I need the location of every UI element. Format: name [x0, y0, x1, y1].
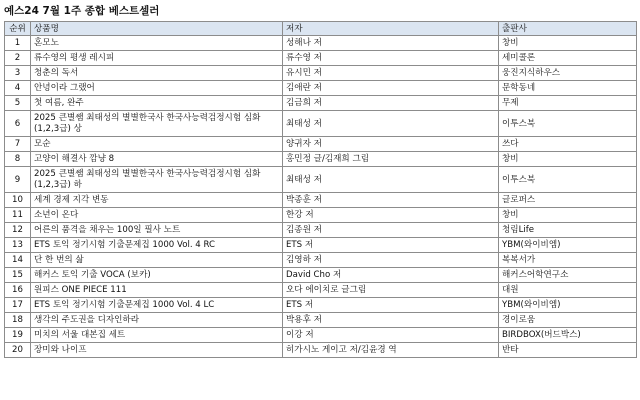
rank-cell: 20: [5, 343, 31, 358]
author-cell: 최태성 저: [283, 167, 499, 193]
rank-cell: 7: [5, 137, 31, 152]
product-cell: 장미와 나이프: [31, 343, 283, 358]
bestseller-table: [4, 21, 637, 358]
product-cell: 단 한 번의 삶: [31, 253, 283, 268]
table-row: [5, 298, 637, 313]
product-cell: 안녕이라 그랬어: [31, 81, 283, 96]
author-cell: ETS 저: [283, 238, 499, 253]
rank-cell: 10: [5, 193, 31, 208]
product-cell: 생각의 주도권을 디자인하라: [31, 313, 283, 328]
product-cell: 어른의 품격을 채우는 100일 필사 노트: [31, 223, 283, 238]
table-header-row: [5, 22, 637, 36]
table-row: [5, 313, 637, 328]
author-cell: 김종원 저: [283, 223, 499, 238]
publisher-cell: 웅진지식하우스: [499, 66, 637, 81]
rank-cell: 11: [5, 208, 31, 223]
publisher-cell: 이투스북: [499, 167, 637, 193]
author-cell: 박종훈 저: [283, 193, 499, 208]
publisher-cell: 창비: [499, 208, 637, 223]
table-row: [5, 253, 637, 268]
publisher-cell: 반타: [499, 343, 637, 358]
table-row: [5, 193, 637, 208]
product-cell: ETS 토익 정기시험 기출문제집 1000 Vol. 4 RC: [31, 238, 283, 253]
rank-cell: 3: [5, 66, 31, 81]
publisher-cell: 세미콜론: [499, 51, 637, 66]
product-cell: ETS 토익 정기시험 기출문제집 1000 Vol. 4 LC: [31, 298, 283, 313]
rank-cell: 14: [5, 253, 31, 268]
table-row: [5, 328, 637, 343]
product-cell: 소년이 온다: [31, 208, 283, 223]
header-author: 저자: [283, 22, 499, 36]
table-row: [5, 137, 637, 152]
rank-cell: 12: [5, 223, 31, 238]
rank-cell: 17: [5, 298, 31, 313]
product-cell: 미치의 서울 대본집 세트: [31, 328, 283, 343]
rank-cell: 2: [5, 51, 31, 66]
author-cell: 이강 저: [283, 328, 499, 343]
rank-cell: 4: [5, 81, 31, 96]
table-row: [5, 167, 637, 193]
author-cell: 류수영 저: [283, 51, 499, 66]
rank-cell: 16: [5, 283, 31, 298]
table-row: [5, 268, 637, 283]
author-cell: 박용후 저: [283, 313, 499, 328]
author-cell: 최태성 저: [283, 111, 499, 137]
product-cell: 2025 큰별쌤 최태성의 별별한국사 한국사능력검정시험 심화(1,2,3급) 하: [31, 167, 283, 193]
table-row: [5, 111, 637, 137]
table-row: [5, 223, 637, 238]
publisher-cell: 무제: [499, 96, 637, 111]
rank-cell: 8: [5, 152, 31, 167]
table-row: [5, 238, 637, 253]
author-cell: 양귀자 저: [283, 137, 499, 152]
table-row: [5, 66, 637, 81]
author-cell: 김애란 저: [283, 81, 499, 96]
table-row: [5, 152, 637, 167]
author-cell: 김영하 저: [283, 253, 499, 268]
table-row: [5, 343, 637, 358]
product-cell: 첫 여름, 완주: [31, 96, 283, 111]
author-cell: ETS 저: [283, 298, 499, 313]
publisher-cell: YBM(와이비엠): [499, 238, 637, 253]
table-row: [5, 51, 637, 66]
author-cell: 오다 에이치로 글그림: [283, 283, 499, 298]
rank-cell: 6: [5, 111, 31, 137]
author-cell: 홍민정 글/김재희 그림: [283, 152, 499, 167]
rank-cell: 19: [5, 328, 31, 343]
table-row: [5, 208, 637, 223]
rank-cell: 18: [5, 313, 31, 328]
product-cell: 류수영의 평생 레시피: [31, 51, 283, 66]
header-publisher: 출판사: [499, 22, 637, 36]
publisher-cell: 복복서가: [499, 253, 637, 268]
table-row: [5, 283, 637, 298]
product-cell: 모순: [31, 137, 283, 152]
author-cell: 유시민 저: [283, 66, 499, 81]
publisher-cell: 창비: [499, 152, 637, 167]
publisher-cell: 해커스어학연구소: [499, 268, 637, 283]
product-cell: 2025 큰별쌤 최태성의 별별한국사 한국사능력검정시험 심화(1,2,3급) 상: [31, 111, 283, 137]
publisher-cell: YBM(와이비엠): [499, 298, 637, 313]
author-cell: 한강 저: [283, 208, 499, 223]
product-cell: 고양이 해결사 깜냥 8: [31, 152, 283, 167]
author-cell: 김금희 저: [283, 96, 499, 111]
publisher-cell: 대원: [499, 283, 637, 298]
product-cell: 해커스 토익 기출 VOCA (보카): [31, 268, 283, 283]
rank-cell: 5: [5, 96, 31, 111]
rank-cell: 15: [5, 268, 31, 283]
publisher-cell: 글로퍼스: [499, 193, 637, 208]
publisher-cell: 쓰다: [499, 137, 637, 152]
publisher-cell: 문학동네: [499, 81, 637, 96]
page-title: 예스24 7월 1주 종합 베스트셀러: [4, 5, 160, 17]
header-product: 상품명: [31, 22, 283, 36]
publisher-cell: 이투스북: [499, 111, 637, 137]
table-row: [5, 96, 637, 111]
product-cell: 세계 경제 지각 변동: [31, 193, 283, 208]
product-cell: 청춘의 독서: [31, 66, 283, 81]
header-rank: 순위: [5, 22, 31, 36]
publisher-cell: BIRDBOX(버드박스): [499, 328, 637, 343]
publisher-cell: 창비: [499, 36, 637, 51]
author-cell: David Cho 저: [283, 268, 499, 283]
rank-cell: 13: [5, 238, 31, 253]
table-row: [5, 36, 637, 51]
publisher-cell: 경이로움: [499, 313, 637, 328]
publisher-cell: 청림Life: [499, 223, 637, 238]
rank-cell: 9: [5, 167, 31, 193]
rank-cell: 1: [5, 36, 31, 51]
author-cell: 히가시노 게이고 저/김윤경 역: [283, 343, 499, 358]
table-row: [5, 81, 637, 96]
product-cell: 원피스 ONE PIECE 111: [31, 283, 283, 298]
author-cell: 성해나 저: [283, 36, 499, 51]
product-cell: 혼모노: [31, 36, 283, 51]
